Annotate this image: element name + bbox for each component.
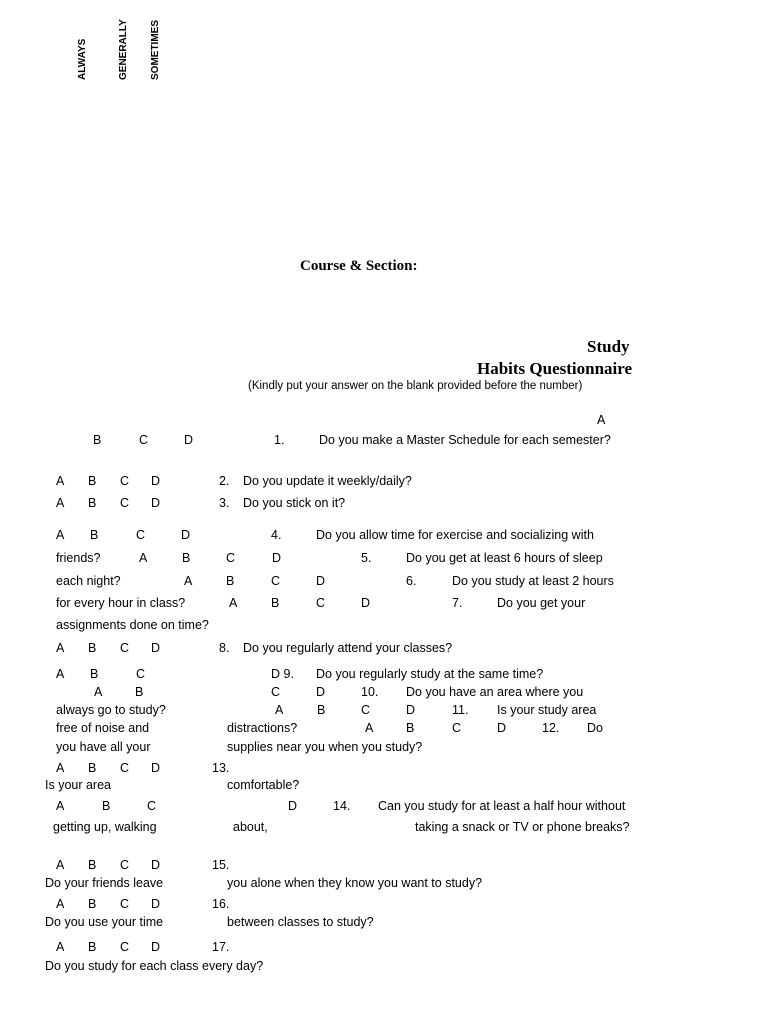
choice-a: A (56, 858, 65, 872)
choice-d: D (406, 703, 416, 717)
instruction-text: (Kindly put your answer on the blank provided before the number) (248, 380, 583, 392)
choice-d: D (288, 799, 298, 813)
choice-b: B (88, 496, 97, 510)
question-12: Do (587, 721, 603, 735)
choice-b: B (182, 551, 191, 565)
question-2: Do you update it weekly/daily? (243, 474, 412, 488)
question-number: 2. (219, 474, 230, 488)
choice-c: C (120, 940, 130, 954)
choice-d-number-9: D 9. (271, 667, 294, 681)
question-5: Do you get at least 6 hours of sleep (406, 551, 603, 565)
choice-c: C (136, 667, 146, 681)
question-number: 17. (212, 940, 230, 954)
question-12-continued: supplies near you when you study? (227, 740, 423, 754)
question-15-continued: you alone when they know you want to study? (227, 876, 483, 890)
choice-b: B (102, 799, 111, 813)
question-10: Do you have an area where you (406, 685, 584, 699)
choice-a: A (229, 596, 238, 610)
course-section-label: Course & Section: (300, 258, 418, 274)
question-11-continued: distractions? (227, 721, 298, 735)
choice-d: D (151, 496, 161, 510)
choice-d: D (151, 897, 161, 911)
choice-b: B (406, 721, 415, 735)
choice-b: B (317, 703, 326, 717)
scale-generally: GENERALLY (118, 19, 129, 80)
choice-a: A (597, 413, 606, 427)
choice-b: B (90, 528, 99, 542)
question-7: Do you get your (497, 596, 586, 610)
question-17: Do you study for each class every day? (45, 959, 264, 973)
question-11: Is your study area (497, 703, 597, 717)
choice-c: C (147, 799, 157, 813)
choice-c: C (271, 574, 281, 588)
choice-a: A (94, 685, 103, 699)
choice-d: D (316, 685, 326, 699)
choice-a: A (56, 496, 65, 510)
question-14: Can you study for at least a half hour without (378, 799, 626, 813)
choice-d: D (361, 596, 371, 610)
question-number: 6. (406, 574, 417, 588)
question-4-continued: friends? (56, 551, 101, 565)
choice-b: B (271, 596, 280, 610)
choice-b: B (88, 897, 97, 911)
choice-a: A (365, 721, 374, 735)
choice-a: A (56, 799, 65, 813)
choice-d: D (272, 551, 282, 565)
choice-a: A (56, 528, 65, 542)
question-number: 3. (219, 496, 230, 510)
choice-c: C (226, 551, 236, 565)
choice-d: D (151, 858, 161, 872)
question-number: 10. (361, 685, 379, 699)
question-6: Do you study at least 2 hours (452, 574, 614, 588)
question-14-continued: getting up, walking (53, 820, 157, 834)
question-11-continued: free of noise and (56, 721, 150, 735)
question-8: Do you regularly attend your classes? (243, 641, 453, 655)
choice-a: A (56, 761, 65, 775)
question-number: 8. (219, 641, 230, 655)
question-number: 13. (212, 761, 230, 775)
question-15: Do your friends leave (45, 876, 164, 890)
question-number: 5. (361, 551, 372, 565)
question-6-continued: for every hour in class? (56, 596, 186, 610)
scale-sometimes: SOMETIMES (150, 19, 161, 80)
choice-a: A (56, 641, 65, 655)
choice-c: C (271, 685, 281, 699)
choice-c: C (120, 761, 130, 775)
choice-c: C (120, 641, 130, 655)
question-14-continued: about, (233, 820, 268, 834)
question-number: 12. (542, 721, 560, 735)
choice-c: C (316, 596, 326, 610)
choice-d: D (181, 528, 191, 542)
question-9: Do you regularly study at the same time? (316, 667, 544, 681)
choice-b: B (226, 574, 235, 588)
question-13: Is your area (45, 778, 112, 792)
choice-b: B (88, 474, 97, 488)
choice-d: D (151, 641, 161, 655)
choice-b: B (90, 667, 99, 681)
question-10-continued: always go to study? (56, 703, 166, 717)
choice-c: C (139, 433, 149, 447)
choice-b: B (88, 761, 97, 775)
scale-always: ALWAYS (77, 38, 88, 80)
choice-a: A (139, 551, 148, 565)
question-number: 4. (271, 528, 282, 542)
question-1: Do you make a Master Schedule for each semester? (319, 433, 611, 447)
choice-d: D (151, 761, 161, 775)
choice-b: B (88, 940, 97, 954)
question-number: 14. (333, 799, 351, 813)
choice-a: A (56, 474, 65, 488)
question-7-continued: assignments done on time? (56, 618, 209, 632)
choice-c: C (120, 474, 130, 488)
question-12-continued: you have all your (56, 740, 151, 754)
question-16-continued: between classes to study? (227, 915, 374, 929)
title-line-1: Study (587, 337, 630, 356)
question-3: Do you stick on it? (243, 496, 346, 510)
question-number: 1. (274, 433, 285, 447)
question-16: Do you use your time (45, 915, 164, 929)
question-5-continued: each night? (56, 574, 121, 588)
choice-b: B (93, 433, 102, 447)
choice-d: D (151, 940, 161, 954)
choice-a: A (184, 574, 193, 588)
choice-d: D (151, 474, 161, 488)
question-number: 11. (452, 703, 469, 717)
question-number: 7. (452, 596, 463, 610)
question-14-continued: taking a snack or TV or phone breaks? (415, 820, 630, 834)
question-4: Do you allow time for exercise and socializing with (316, 528, 594, 542)
choice-c: C (136, 528, 146, 542)
choice-b: B (88, 858, 97, 872)
choice-c: C (361, 703, 371, 717)
title-line-2: Habits Questionnaire (477, 359, 633, 378)
question-number: 15. (212, 858, 230, 872)
choice-c: C (120, 858, 130, 872)
choice-a: A (56, 667, 65, 681)
choice-d: D (497, 721, 507, 735)
choice-a: A (56, 940, 65, 954)
choice-b: B (88, 641, 97, 655)
choice-d: D (316, 574, 326, 588)
question-number: 16. (212, 897, 230, 911)
choice-c: C (120, 496, 130, 510)
choice-d: D (184, 433, 194, 447)
choice-a: A (275, 703, 284, 717)
choice-b: B (135, 685, 144, 699)
question-13-continued: comfortable? (227, 778, 300, 792)
choice-a: A (56, 897, 65, 911)
choice-c: C (120, 897, 130, 911)
choice-c: C (452, 721, 462, 735)
